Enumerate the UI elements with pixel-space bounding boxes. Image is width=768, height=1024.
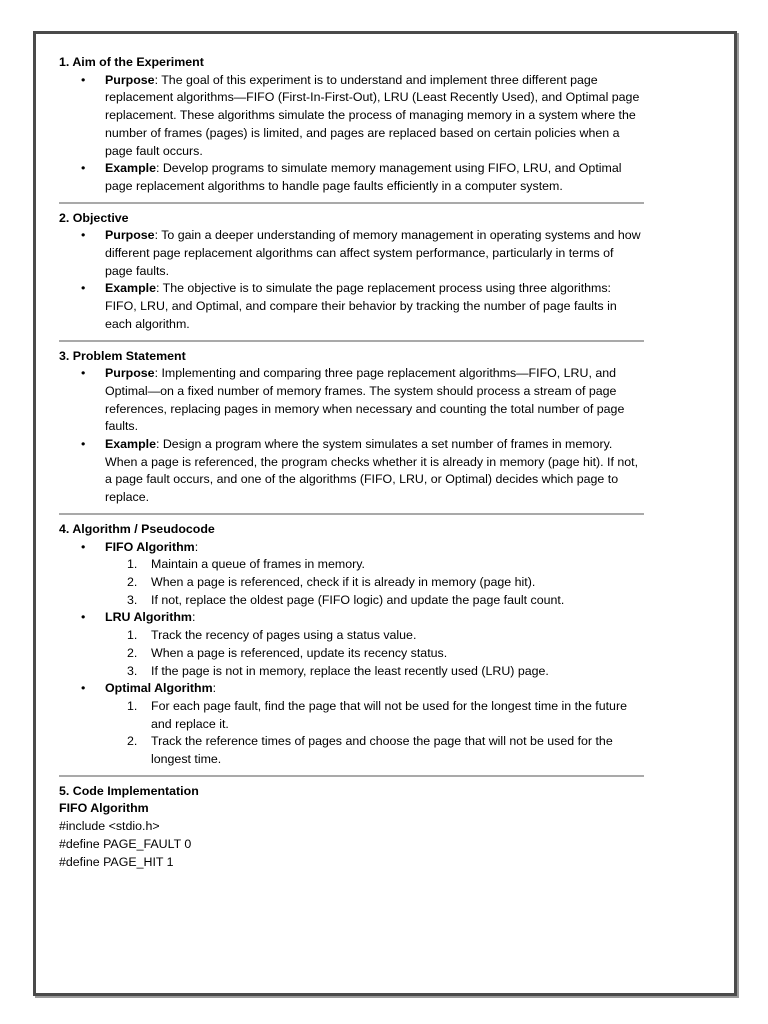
problem-example-text: : Design a program where the system simulates a set number of frames in memory. When a page is referenced, the program checks whether it is already in memory (page hit). If not, a page fault occurs, and one of the algorithms (FIFO, LRU, or Optimal) decides which page to replace. xyxy=(105,437,639,505)
step-number: 2. xyxy=(127,574,138,589)
optimal-steps xyxy=(105,698,644,769)
code-line: #define PAGE_HIT 1 xyxy=(59,854,174,869)
section-aim xyxy=(59,54,644,202)
section-algorithm-title: 4. Algorithm / Pseudocode xyxy=(59,521,215,536)
objective-purpose-label: Purpose xyxy=(105,228,155,243)
step-text: Track the reference times of pages and choose the page that will not be used for the longest time. xyxy=(151,734,613,767)
section-problem-title: 3. Problem Statement xyxy=(59,348,186,363)
section-code-title: 5. Code Implementation xyxy=(59,783,199,798)
step-number: 1. xyxy=(127,557,138,572)
step-number: 1. xyxy=(127,698,138,713)
colon: : xyxy=(191,610,196,625)
step-number: 3. xyxy=(127,663,138,678)
problem-purpose-label: Purpose xyxy=(105,366,155,381)
list-item xyxy=(127,627,644,645)
objective-example-text: : The objective is to simulate the page replacement process using three algorithms: FIFO, LRU, and Optimal, and compare their behavior by tracking the number of page faults in each algorithm. xyxy=(105,281,617,331)
section-algorithm xyxy=(59,521,644,775)
step-number: 3. xyxy=(127,592,138,607)
list-item xyxy=(127,574,644,592)
fifo-algorithm xyxy=(105,539,644,610)
fifo-label: FIFO Algorithm xyxy=(105,539,195,554)
problem-example xyxy=(105,436,644,507)
list-item xyxy=(127,592,644,610)
list-item xyxy=(127,556,644,574)
document-body xyxy=(59,54,644,877)
problem-purpose xyxy=(105,365,644,436)
code-line: #define PAGE_FAULT 0 xyxy=(59,836,192,851)
colon: : xyxy=(194,539,199,554)
aim-bullets xyxy=(59,72,644,196)
divider xyxy=(59,775,644,777)
step-text: Maintain a queue of frames in memory. xyxy=(151,557,365,572)
algorithm-bullets xyxy=(59,539,644,769)
aim-purpose xyxy=(105,72,644,161)
colon: : xyxy=(212,681,217,696)
step-number: 2. xyxy=(127,645,138,660)
step-number: 1. xyxy=(127,628,138,643)
step-number: 2. xyxy=(127,734,138,749)
lru-steps xyxy=(105,627,644,680)
list-item xyxy=(127,698,644,733)
objective-bullets xyxy=(59,227,644,333)
problem-purpose-text: : Implementing and comparing three page replacement algorithms—FIFO, LRU, and Optimal—on a fixed number of memory frames. The system should process a stream of page references, replacing pages in memory when necessary and counting the total number of page faults. xyxy=(105,366,625,434)
list-item xyxy=(127,733,644,768)
aim-purpose-text: : The goal of this experiment is to understand and implement three different page replacement algorithms—FIFO (First-In-First-Out), LRU (Least Recently Used), and Optimal page replacement. These algorithms simulate the process of managing memory in a system where the number of frames (pages) is limited, and pages are replaced based on certain policies when a page fault occurs. xyxy=(105,72,640,158)
step-text: If the page is not in memory, replace the least recently used (LRU) page. xyxy=(151,663,549,678)
divider xyxy=(59,513,644,515)
section-objective-title: 2. Objective xyxy=(59,210,129,225)
objective-purpose-text: : To gain a deeper understanding of memory management in operating systems and how different page replacement algorithms can affect system performance, particularly in terms of page faults. xyxy=(105,228,641,278)
aim-example-text: : Develop programs to simulate memory management using FIFO, LRU, and Optimal page replacement algorithms to handle page faults efficiently in a computer system. xyxy=(105,161,622,193)
objective-purpose xyxy=(105,227,644,280)
section-objective xyxy=(59,210,644,340)
step-text: When a page is referenced, update its recency status. xyxy=(151,645,448,660)
fifo-steps xyxy=(105,556,644,609)
step-text: Track the recency of pages using a status value. xyxy=(151,628,417,643)
problem-bullets xyxy=(59,365,644,507)
optimal-label: Optimal Algorithm xyxy=(105,681,213,696)
list-item xyxy=(127,663,644,681)
divider xyxy=(59,340,644,342)
objective-example-label: Example xyxy=(105,281,156,296)
divider xyxy=(59,202,644,204)
optimal-algorithm xyxy=(105,680,644,769)
section-code-subtitle: FIFO Algorithm xyxy=(59,801,149,816)
step-text: When a page is referenced, check if it is already in memory (page hit). xyxy=(151,574,536,589)
step-text: For each page fault, find the page that will not be used for the longest time in the future and replace it. xyxy=(151,698,627,731)
section-aim-title: 1. Aim of the Experiment xyxy=(59,55,204,69)
aim-example-label: Example xyxy=(105,161,156,176)
objective-example xyxy=(105,280,644,333)
lru-algorithm xyxy=(105,609,644,680)
aim-purpose-label: Purpose xyxy=(105,72,155,87)
lru-label: LRU Algorithm xyxy=(105,610,192,625)
list-item xyxy=(127,645,644,663)
code-line: #include <stdio.h> xyxy=(59,819,160,834)
aim-example xyxy=(105,160,644,195)
section-problem xyxy=(59,348,644,513)
section-code xyxy=(59,783,644,878)
problem-example-label: Example xyxy=(105,437,156,452)
step-text: If not, replace the oldest page (FIFO logic) and update the page fault count. xyxy=(151,592,565,607)
